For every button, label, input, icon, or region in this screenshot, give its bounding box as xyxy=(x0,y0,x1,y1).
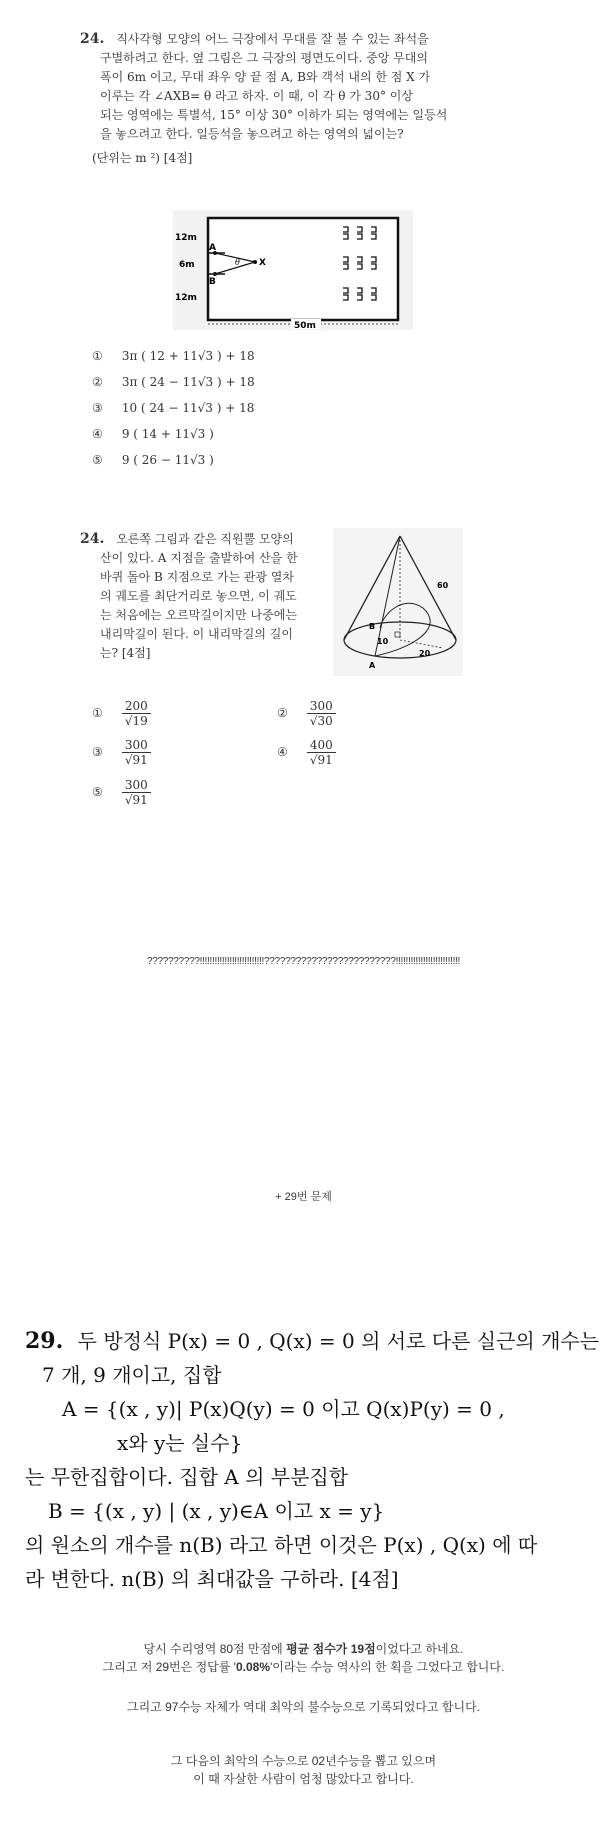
denominator: √91 xyxy=(309,753,333,767)
denominator: √30 xyxy=(309,714,333,728)
choice-marker: ① xyxy=(92,349,103,363)
question-line: 직사각형 모양의 어느 극장에서 무대를 잘 볼 수 있는 좌석을 xyxy=(116,32,429,46)
fraction xyxy=(122,699,151,728)
label-b: B xyxy=(369,622,376,631)
question-line: 내리막길이 된다. 이 내리막길의 길이 xyxy=(100,627,293,641)
choice-text: 3π ( 12 + 11√3 ) + 18 xyxy=(121,349,255,363)
note-1 xyxy=(0,1640,607,1657)
question-line: 구별하려고 한다. 옆 그림은 그 극장의 평면도이다. 중앙 무대의 xyxy=(100,51,428,65)
choice-4[interactable] xyxy=(92,427,214,441)
choice-text: 10 ( 24 − 11√3 ) + 18 xyxy=(121,401,255,415)
question-number: 24. xyxy=(80,31,105,47)
choice-3[interactable] xyxy=(92,738,151,767)
choice-2[interactable] xyxy=(277,699,336,728)
unit-note: (단위는 m ²) [4점] xyxy=(92,151,193,165)
q29-set-a: A = {(x , y)| P(x)Q(y) = 0 이고 Q(x)P(y) = 0 , xyxy=(62,1397,505,1421)
label-12m-bottom: 12m xyxy=(175,293,197,303)
question-1 xyxy=(80,30,429,49)
q29-line-4: x와 y는 실수} xyxy=(117,1431,243,1455)
question-line: 는 처음에는 오르막길이지만 나중에는 xyxy=(100,608,297,622)
theater-outline xyxy=(208,218,398,320)
q29-line-1 xyxy=(25,1323,599,1359)
question-number: 29. xyxy=(25,1328,64,1354)
label-b: B xyxy=(209,277,216,287)
fraction xyxy=(122,778,151,807)
q29-text: 두 방정식 P(x) = 0 , Q(x) = 0 의 서로 다른 실근의 개수는 xyxy=(77,1329,600,1353)
note-text: '이라는 수능 역사의 한 획을 그었다고 합니다. xyxy=(270,1660,505,1674)
note-text: 당시 수리영역 80점 만점에 xyxy=(143,1642,287,1656)
question-2 xyxy=(80,530,294,549)
numerator: 300 xyxy=(307,699,336,714)
choice-1[interactable] xyxy=(92,699,151,728)
choice-marker: ③ xyxy=(92,745,103,759)
note-text: 이었다고 하네요. xyxy=(375,1642,464,1656)
cone-figure xyxy=(333,528,463,676)
theater-floorplan-figure xyxy=(173,210,413,330)
choice-2[interactable] xyxy=(92,375,255,389)
question-number: 24. xyxy=(80,531,105,547)
q29-line-5: 는 무한집합이다. 집합 A 의 부분집합 xyxy=(25,1465,349,1489)
label-a: A xyxy=(209,243,216,253)
label-50m: 50m xyxy=(294,321,316,330)
denominator: √19 xyxy=(124,714,148,728)
choice-marker: ④ xyxy=(92,427,103,441)
fraction xyxy=(122,738,151,767)
question-line: 오른쪽 그림과 같은 직원뿔 모양의 xyxy=(116,532,294,546)
numerator: 300 xyxy=(122,738,151,753)
denominator: √91 xyxy=(124,753,148,767)
label-x: X xyxy=(259,258,266,268)
question-line: 산이 있다. A 지점을 출발하여 산을 한 xyxy=(100,551,298,565)
numerator: 400 xyxy=(307,738,336,753)
note-4: 그 다음의 최악의 수능으로 02년수능을 뽑고 있으며 xyxy=(170,1754,437,1768)
label-20: 20 xyxy=(419,649,431,658)
choice-5[interactable] xyxy=(92,453,214,467)
question-line: 을 놓으려고 한다. 일등석을 놓으려고 하는 영역의 넓이는? xyxy=(100,127,404,141)
fraction xyxy=(307,699,336,728)
choice-text: 3π ( 24 − 11√3 ) + 18 xyxy=(121,375,255,389)
numerator: 200 xyxy=(122,699,151,714)
question-line: 는? [4점] xyxy=(100,646,151,660)
label-10: 10 xyxy=(377,637,389,646)
label-60: 60 xyxy=(437,581,449,590)
question-line: 바퀴 돌아 B 지점으로 가는 관광 열차 xyxy=(100,570,294,584)
note-5: 이 때 자살한 사람이 엄청 많았다고 합니다. xyxy=(193,1772,414,1786)
q29-line-7: 의 원소의 개수를 n(B) 라고 하면 이것은 P(x) , Q(x) 에 따 xyxy=(25,1533,538,1557)
question-line: 되는 영역에는 특별석, 15° 이상 30° 이하가 되는 영역에는 일등석 xyxy=(100,108,448,122)
note-emphasis: 평균 점수가 19점 xyxy=(286,1642,376,1656)
q29-set-b: B = {(x , y) | (x , y)∈A 이고 x = y} xyxy=(48,1499,385,1523)
choice-marker: ⑤ xyxy=(92,785,103,799)
choice-marker: ① xyxy=(92,706,103,720)
choice-marker: ③ xyxy=(92,401,103,415)
note-emphasis: 0.08% xyxy=(235,1660,271,1674)
choice-3[interactable] xyxy=(92,401,254,415)
denominator: √91 xyxy=(124,793,148,807)
choice-marker: ② xyxy=(277,706,288,720)
label-a: A xyxy=(369,661,376,670)
numerator: 300 xyxy=(122,778,151,793)
q29-line-8: 라 변한다. n(B) 의 최대값을 구하라. [4점] xyxy=(25,1567,399,1591)
exclamation-line: ??????????!!!!!!!!!!!!!!!!!!!!!!!!!!?????????????????????????!!!!!!!!!!!!!!!!!!!!!!!!!! xyxy=(146,956,461,967)
choice-marker: ④ xyxy=(277,745,288,759)
choice-text: 9 ( 14 + 11√3 ) xyxy=(121,427,214,441)
note-2 xyxy=(0,1658,607,1675)
note-3: 그리고 97수능 자체가 역대 최악의 불수능으로 기록되었다고 합니다. xyxy=(126,1700,480,1714)
section-header: + 29번 문제 xyxy=(275,1191,332,1203)
question-line: 의 궤도를 최단거리로 놓으면, 이 궤도 xyxy=(100,589,297,603)
choice-marker: ⑤ xyxy=(92,453,103,467)
question-line: 폭이 6m 이고, 무대 좌우 양 끝 점 A, B와 객석 내의 한 점 X 가 xyxy=(100,70,431,84)
note-text: 그리고 저 29번은 정답률 ' xyxy=(102,1660,236,1674)
choice-marker: ② xyxy=(92,375,103,389)
fraction xyxy=(307,738,336,767)
choice-4[interactable] xyxy=(277,738,336,767)
label-12m-top: 12m xyxy=(175,233,197,243)
choice-5[interactable] xyxy=(92,778,151,807)
choice-text: 9 ( 26 − 11√3 ) xyxy=(121,453,214,467)
label-theta: θ xyxy=(235,258,240,267)
q29-line-2: 7 개, 9 개이고, 집합 xyxy=(42,1363,222,1387)
choice-1[interactable] xyxy=(92,349,255,363)
label-6m: 6m xyxy=(179,260,195,270)
question-line: 이루는 각 ∠AXB= θ 라고 하자. 이 때, 이 각 θ 가 30° 이상 xyxy=(100,89,413,103)
